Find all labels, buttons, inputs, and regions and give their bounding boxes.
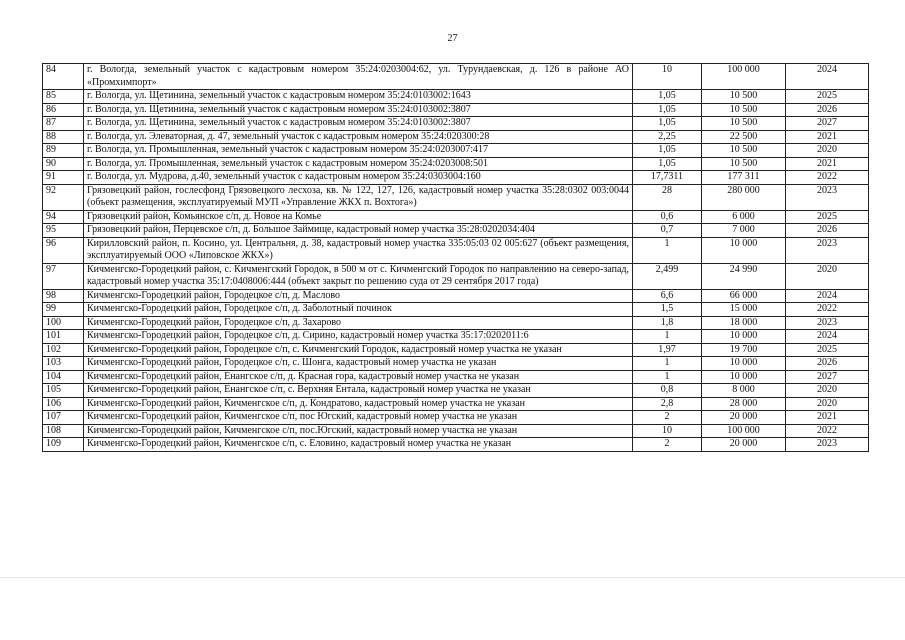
row-number: 107: [43, 411, 84, 425]
row-amount: 280 000: [702, 184, 786, 210]
row-number: 102: [43, 343, 84, 357]
row-amount: 6 000: [702, 210, 786, 224]
row-amount: 20 000: [702, 438, 786, 452]
row-number: 95: [43, 224, 84, 238]
row-description: Кичменгско-Городецкий район, Енангское с/п, с. Верхняя Ентала, кадастровый номер участка не указан: [84, 384, 633, 398]
row-year: 2025: [786, 90, 869, 104]
row-area: 1: [633, 357, 702, 371]
row-year: 2022: [786, 171, 869, 185]
row-amount: 24 990: [702, 263, 786, 289]
table-row: [43, 184, 869, 210]
row-amount: 10 500: [702, 90, 786, 104]
table-row: [43, 424, 869, 438]
table-row: [43, 210, 869, 224]
row-description: г. Вологда, ул. Промышленная, земельный участок с кадастровым номером 35:24:0203007:417: [84, 144, 633, 158]
table-row: [43, 224, 869, 238]
row-area: 1,5: [633, 303, 702, 317]
row-number: 91: [43, 171, 84, 185]
row-area: 2,499: [633, 263, 702, 289]
row-year: 2025: [786, 343, 869, 357]
row-amount: 100 000: [702, 64, 786, 90]
page-edge-line: [0, 577, 905, 578]
row-amount: 10 000: [702, 237, 786, 263]
row-amount: 10 500: [702, 103, 786, 117]
row-area: 28: [633, 184, 702, 210]
row-year: 2020: [786, 263, 869, 289]
table-row: [43, 384, 869, 398]
row-area: 2,25: [633, 130, 702, 144]
table-body: [43, 64, 869, 452]
row-amount: 22 500: [702, 130, 786, 144]
row-amount: 28 000: [702, 397, 786, 411]
row-year: 2023: [786, 438, 869, 452]
row-description: Кичменгско-Городецкий район, Городецкое с/п, с. Кичменгский Городок, кадастровый номер участка не указан: [84, 343, 633, 357]
row-number: 94: [43, 210, 84, 224]
row-area: 0,6: [633, 210, 702, 224]
row-amount: 10 500: [702, 157, 786, 171]
row-description: г. Вологда, земельный участок с кадастровым номером 35:24:0203004:62, ул. Турундаевская, д. 126 в районе АО «Промхимпорт»: [84, 64, 633, 90]
row-number: 88: [43, 130, 84, 144]
row-description: г. Вологда, ул. Щетинина, земельный участок с кадастровым номером 35:24:0103002:3807: [84, 117, 633, 131]
table-row: [43, 144, 869, 158]
row-year: 2027: [786, 117, 869, 131]
table-row: [43, 397, 869, 411]
row-number: 100: [43, 316, 84, 330]
row-description: г. Вологда, ул. Промышленная, земельный участок с кадастровым номером 35:24:0203008:501: [84, 157, 633, 171]
row-year: 2021: [786, 130, 869, 144]
row-year: 2024: [786, 330, 869, 344]
row-amount: 7 000: [702, 224, 786, 238]
row-number: 84: [43, 64, 84, 90]
row-amount: 10 500: [702, 117, 786, 131]
row-area: 2: [633, 438, 702, 452]
row-number: 103: [43, 357, 84, 371]
table-row: [43, 90, 869, 104]
row-description: Кирилловский район, п. Косино, ул. Центральня, д. 38, кадастровый номер участка 335:05:03 02 005:627 (объект размещения, эксплуатируемый ООО «Липовское ЖКХ»): [84, 237, 633, 263]
row-description: Кичменгско-Городецкий район, Енангское с/п, д. Красная гора, кадастровый номер участка не указан: [84, 370, 633, 384]
row-description: г. Вологда, ул. Элеваторная, д. 47, земельный участок с кадастровым номером 35:24:020300:28: [84, 130, 633, 144]
table-row: [43, 171, 869, 185]
row-year: 2026: [786, 357, 869, 371]
row-year: 2023: [786, 184, 869, 210]
row-number: 96: [43, 237, 84, 263]
table-row: [43, 64, 869, 90]
row-area: 0,8: [633, 384, 702, 398]
row-number: 101: [43, 330, 84, 344]
page-number: 27: [447, 33, 458, 44]
row-year: 2020: [786, 397, 869, 411]
table-row: [43, 411, 869, 425]
row-description: Грязовецкий район, Перцевское с/п, д. Большое Займище, кадастровый номер участка 35:28:0202034:404: [84, 224, 633, 238]
row-number: 109: [43, 438, 84, 452]
row-area: 17,7311: [633, 171, 702, 185]
row-number: 104: [43, 370, 84, 384]
row-description: Кичменгско-Городецкий район, Городецкое с/п, д. Сирино, кадастровый номер участка 35:17:0202011:6: [84, 330, 633, 344]
row-area: 1: [633, 237, 702, 263]
table-row: [43, 343, 869, 357]
row-area: 1,05: [633, 117, 702, 131]
row-area: 0,7: [633, 224, 702, 238]
row-area: 2: [633, 411, 702, 425]
table-row: [43, 289, 869, 303]
row-amount: 10 000: [702, 330, 786, 344]
table-row: [43, 303, 869, 317]
row-amount: 100 000: [702, 424, 786, 438]
row-description: Кичменгско-Городецкий район, Кичменгское с/п, пос Югский, кадастровый номер участка не указан: [84, 411, 633, 425]
row-description: Кичменгско-Городецкий район, Кичменгское с/п, д. Кондратово, кадастровый номер участка не указан: [84, 397, 633, 411]
row-number: 86: [43, 103, 84, 117]
row-year: 2020: [786, 144, 869, 158]
row-description: Кичменгско-Городецкий район, Кичменгское с/п, с. Еловино, кадастровый номер участка не указан: [84, 438, 633, 452]
row-year: 2021: [786, 157, 869, 171]
row-amount: 20 000: [702, 411, 786, 425]
row-number: 90: [43, 157, 84, 171]
row-description: Грязовецкий район, гослесфонд Грязовецкого лесхоза, кв. № 122, 127, 126, кадастровый номер участка 35:28:0302 003:0044 (объект размещения, эксплуатируемый МУП «Управление ЖКХ п. Вохтога»): [84, 184, 633, 210]
table-row: [43, 117, 869, 131]
table-row: [43, 357, 869, 371]
table-row: [43, 263, 869, 289]
row-number: 89: [43, 144, 84, 158]
table-row: [43, 370, 869, 384]
table-row: [43, 330, 869, 344]
table-row: [43, 157, 869, 171]
row-number: 106: [43, 397, 84, 411]
row-area: 1,05: [633, 157, 702, 171]
row-description: Кичменгско-Городецкий район, Городецкое с/п, с. Шонга, кадастровый номер участка не указан: [84, 357, 633, 371]
row-number: 98: [43, 289, 84, 303]
table-row: [43, 237, 869, 263]
row-description: Кичменгско-Городецкий район, с. Кичменгский Городок, в 500 м от с. Кичменгский Городок по направлению на северо-запад, кадастровый номер участка 35:17:0408006:444 (объект закрыт по решению суда от 29 сентября 2017 года): [84, 263, 633, 289]
row-area: 2,8: [633, 397, 702, 411]
row-amount: 15 000: [702, 303, 786, 317]
row-year: 2025: [786, 210, 869, 224]
row-year: 2024: [786, 289, 869, 303]
row-number: 99: [43, 303, 84, 317]
row-description: Кичменгско-Городецкий район, Городецкое с/п, д. Заболотный починок: [84, 303, 633, 317]
row-year: 2022: [786, 303, 869, 317]
row-area: 1: [633, 330, 702, 344]
row-area: 6,6: [633, 289, 702, 303]
row-area: 1,97: [633, 343, 702, 357]
row-year: 2023: [786, 237, 869, 263]
row-area: 1,05: [633, 90, 702, 104]
row-description: г. Вологда, ул. Мудрова, д.40, земельный участок с кадастровым номером 35:24:0303004:160: [84, 171, 633, 185]
table-row: [43, 316, 869, 330]
row-area: 10: [633, 424, 702, 438]
row-year: 2024: [786, 64, 869, 90]
row-area: 1,05: [633, 144, 702, 158]
row-year: 2023: [786, 316, 869, 330]
row-number: 92: [43, 184, 84, 210]
row-year: 2026: [786, 224, 869, 238]
row-year: 2021: [786, 411, 869, 425]
row-area: 10: [633, 64, 702, 90]
row-year: 2026: [786, 103, 869, 117]
row-amount: 8 000: [702, 384, 786, 398]
row-year: 2020: [786, 384, 869, 398]
row-description: Кичменгско-Городецкий район, Городецкое с/п, д. Маслово: [84, 289, 633, 303]
table-row: [43, 438, 869, 452]
table-row: [43, 130, 869, 144]
row-number: 85: [43, 90, 84, 104]
row-description: Грязовецкий район, Комьянское с/п, д. Новое на Комье: [84, 210, 633, 224]
row-number: 97: [43, 263, 84, 289]
row-area: 1,05: [633, 103, 702, 117]
row-number: 105: [43, 384, 84, 398]
row-area: 1,8: [633, 316, 702, 330]
row-year: 2027: [786, 370, 869, 384]
sites-table: [42, 63, 869, 452]
row-amount: 18 000: [702, 316, 786, 330]
row-description: Кичменгско-Городецкий район, Городецкое с/п, д. Захарово: [84, 316, 633, 330]
row-amount: 10 000: [702, 357, 786, 371]
row-number: 108: [43, 424, 84, 438]
row-amount: 66 000: [702, 289, 786, 303]
row-description: г. Вологда, ул. Щетинина, земельный участок с кадастровым номером 35:24:0103002:1643: [84, 90, 633, 104]
table-row: [43, 103, 869, 117]
row-amount: 10 500: [702, 144, 786, 158]
row-area: 1: [633, 370, 702, 384]
row-year: 2022: [786, 424, 869, 438]
row-description: Кичменгско-Городецкий район, Кичменгское с/п, пос.Югский, кадастровый номер участка не указан: [84, 424, 633, 438]
row-amount: 19 700: [702, 343, 786, 357]
row-number: 87: [43, 117, 84, 131]
row-description: г. Вологда, ул. Щетинина, земельный участок с кадастровым номером 35:24:0103002:3807: [84, 103, 633, 117]
row-amount: 177 311: [702, 171, 786, 185]
row-amount: 10 000: [702, 370, 786, 384]
